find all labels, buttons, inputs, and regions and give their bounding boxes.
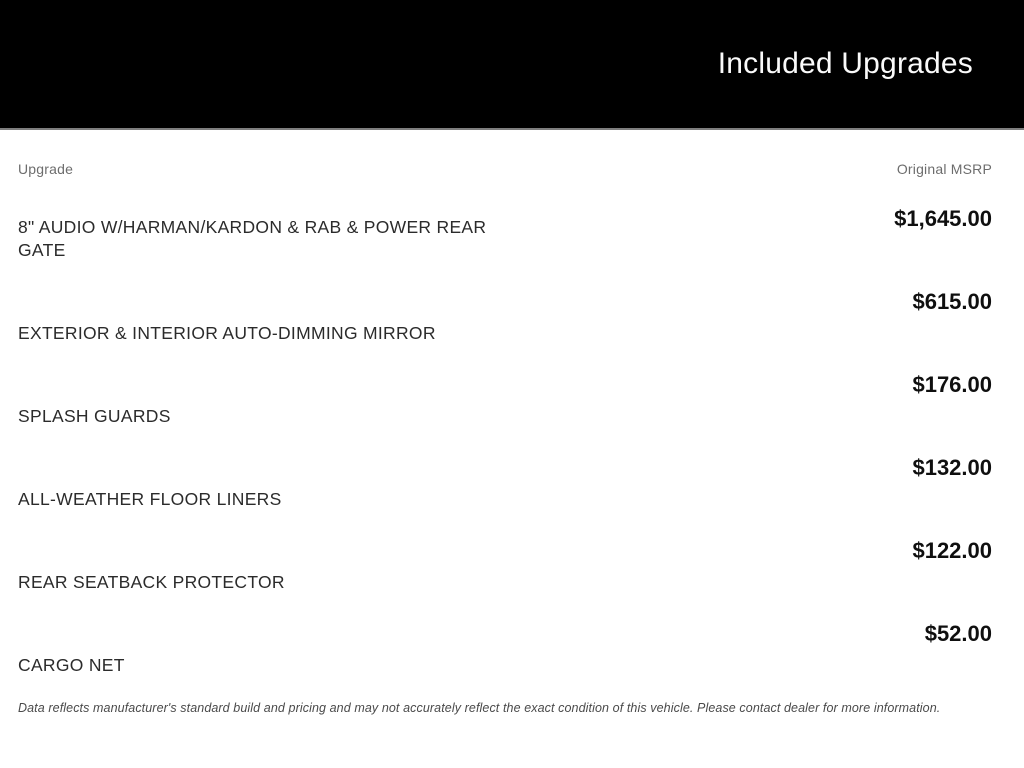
upgrade-name: REAR SEATBACK PROTECTOR [18,572,285,592]
upgrades-table [0,130,1024,715]
disclaimer-text: Data reflects manufacturer's standard build and pricing and may not accurately reflect the exact condition of this vehicle. Please contact dealer for more information. [18,701,941,715]
upgrade-name: SPLASH GUARDS [18,406,171,426]
table-row [18,523,992,606]
table-body [18,191,992,689]
column-header-upgrade: Upgrade [18,161,74,177]
table-row [18,606,992,689]
table-row [18,274,992,357]
table-row [18,191,992,274]
table-row [18,357,992,440]
upgrade-price: $1,645.00 [894,206,992,231]
upgrade-price: $615.00 [912,289,992,314]
page-title: Included Upgrades [717,47,973,80]
upgrade-name: EXTERIOR & INTERIOR AUTO-DIMMING MIRROR [18,323,436,343]
upgrade-price: $122.00 [912,538,992,563]
table-row [18,440,992,523]
upgrade-price: $132.00 [912,455,992,480]
upgrade-name: 8" AUDIO W/HARMAN/KARDON & RAB & POWER REAR GATE [18,217,487,260]
upgrade-price: $176.00 [912,372,992,397]
upgrade-price: $52.00 [924,621,992,646]
column-header-original-msrp: Original MSRP [896,161,992,177]
included-upgrades-header-band [0,0,1024,130]
table-header-row [18,130,992,177]
upgrade-name: ALL-WEATHER FLOOR LINERS [18,489,282,509]
upgrade-name: CARGO NET [18,655,125,675]
